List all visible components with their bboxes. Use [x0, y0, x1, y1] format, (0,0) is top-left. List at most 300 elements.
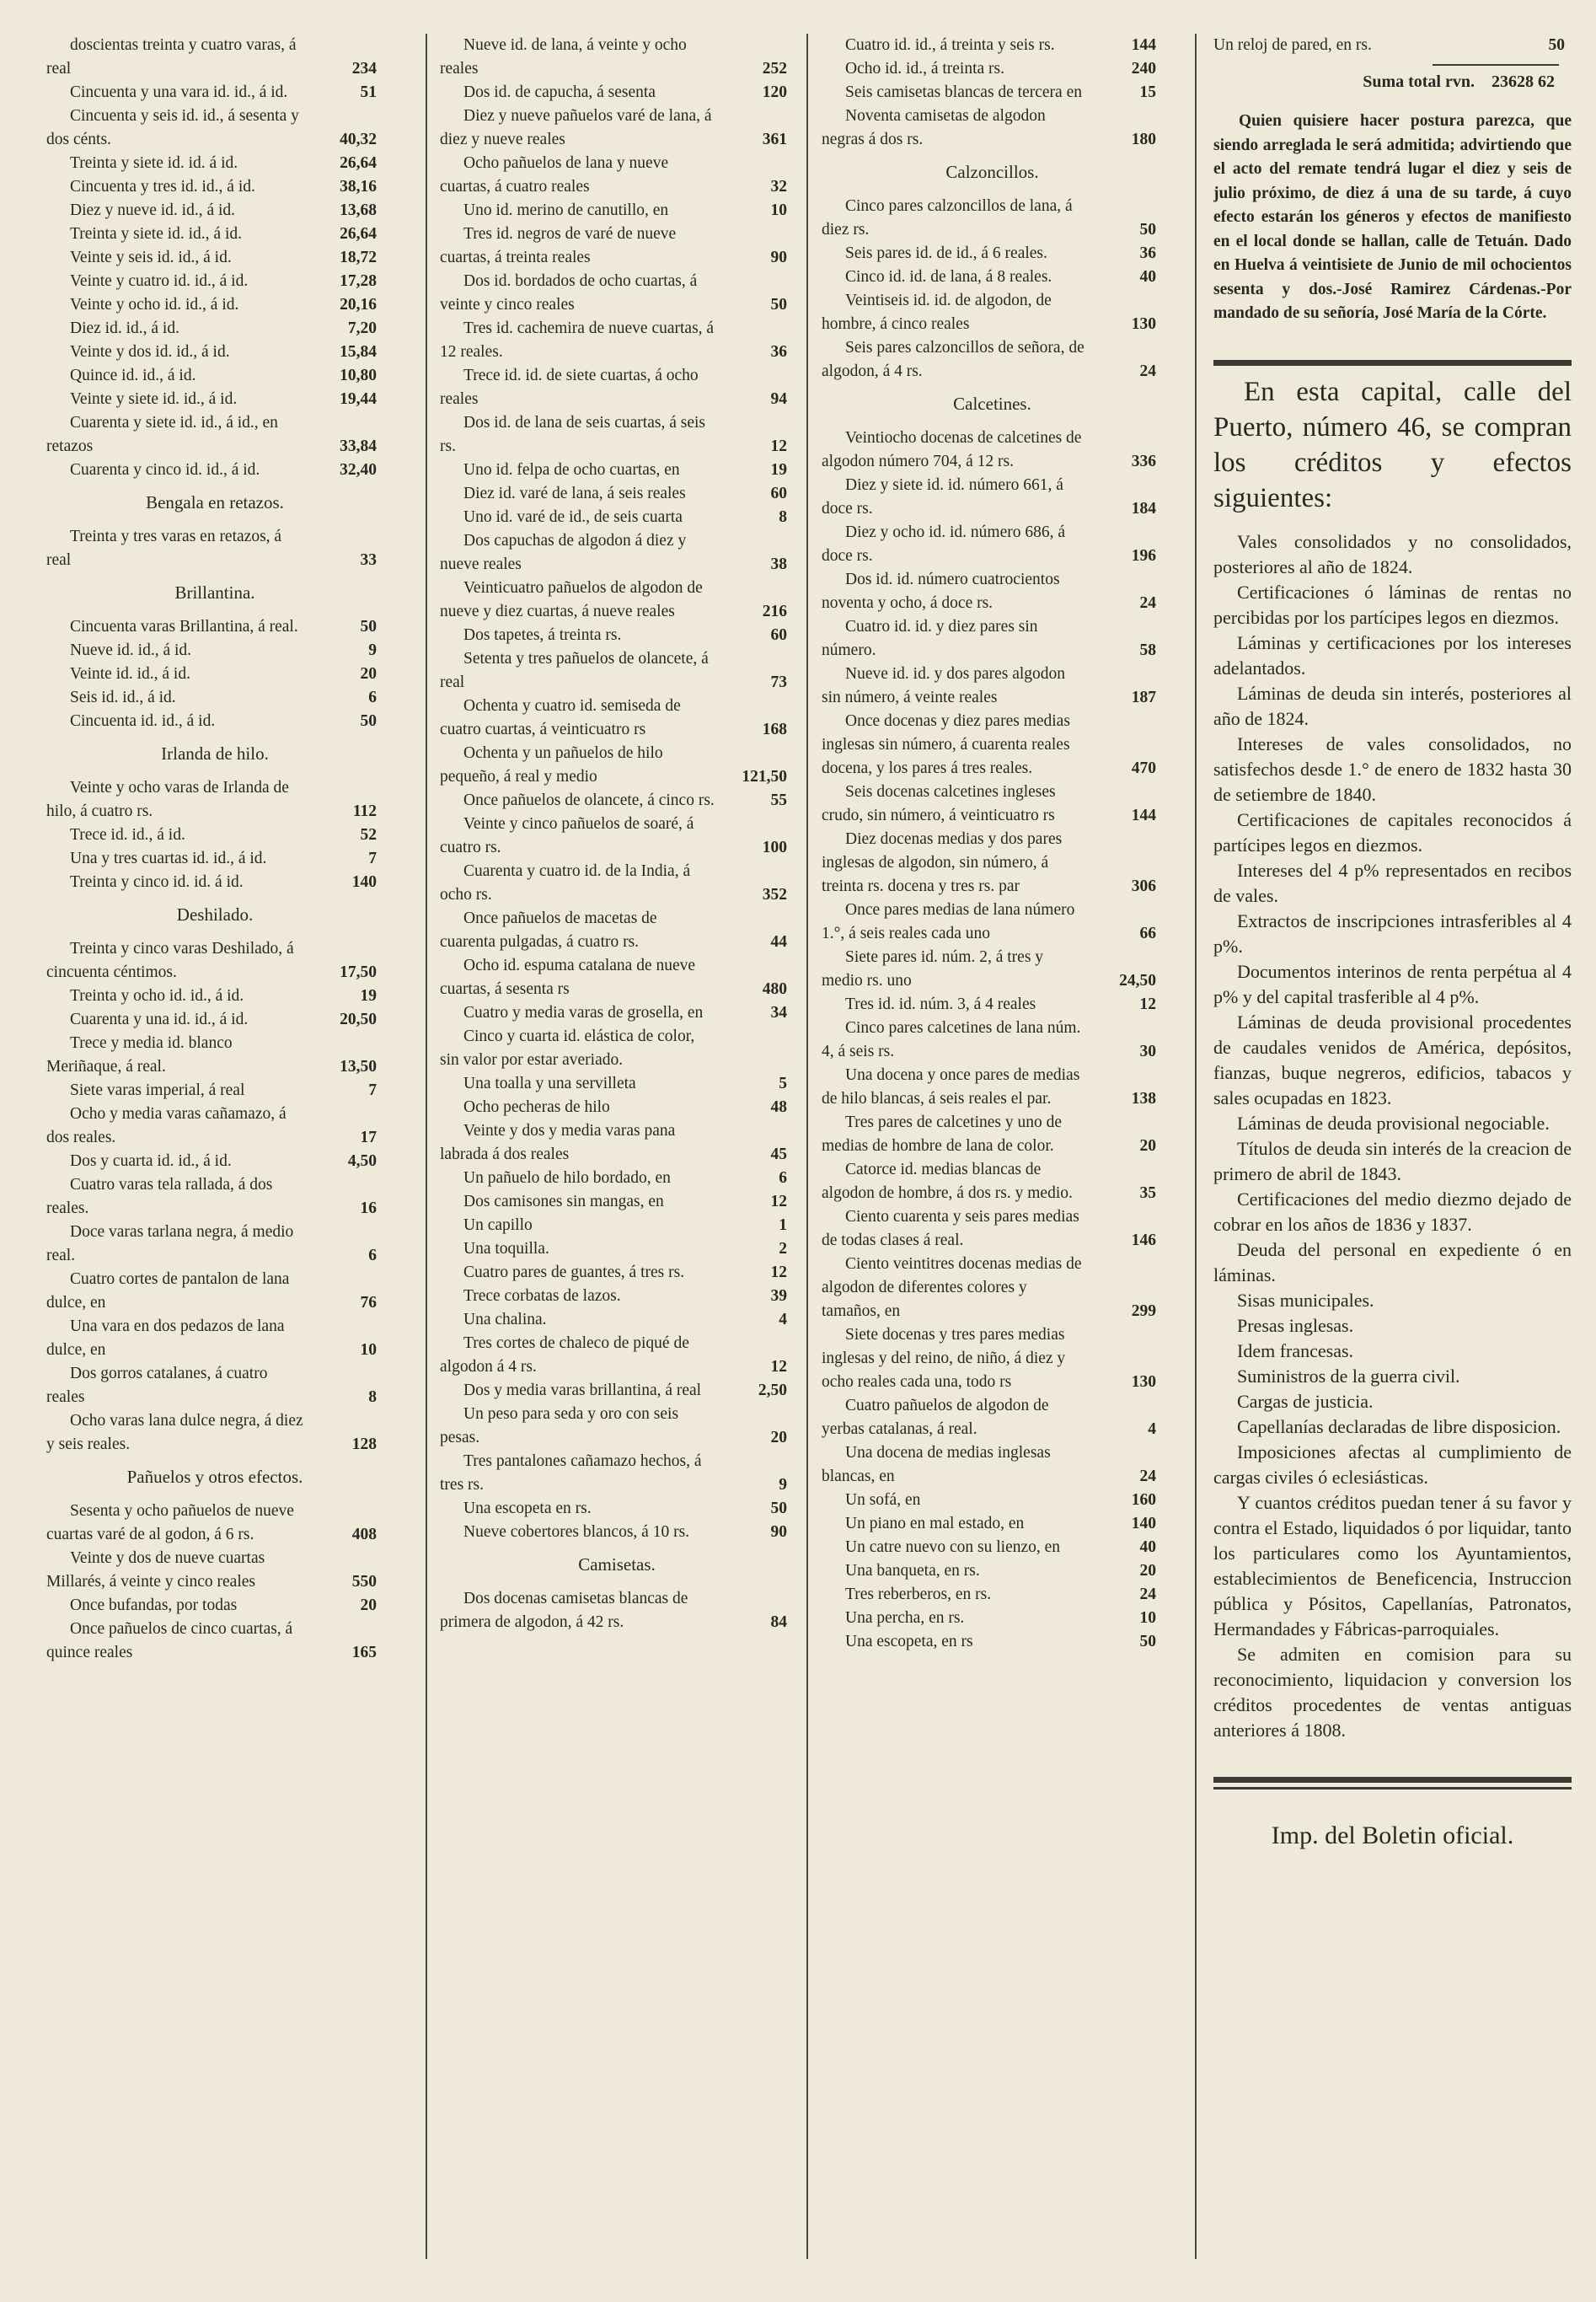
inventory-entry: [440, 1587, 794, 1634]
entry-value: 470: [1131, 759, 1156, 777]
entry-text: Once pares medias de lana número 1.°, á seis reales cada uno: [822, 901, 1075, 942]
entry-value: 1: [779, 1216, 787, 1234]
entry-value: 17,28: [340, 272, 377, 290]
entry-text: Cincuenta varas Brillantina, á real.: [70, 618, 298, 636]
inventory-entry: [440, 506, 794, 529]
inventory-entry: [440, 1096, 794, 1119]
credit-item: Certificaciones ó láminas de rentas no percibidas por los partícipes legos en diezmos.: [1213, 581, 1572, 628]
inventory-entry: [822, 34, 1163, 57]
entry-value: 2: [779, 1240, 787, 1258]
section-heading: Calzoncillos.: [945, 162, 1039, 182]
entry-text: Cuatro pares de guantes, á tres rs.: [463, 1264, 685, 1281]
entry-text: Treinta y cinco id. id. á id.: [70, 873, 244, 891]
inventory-entry: [46, 985, 383, 1008]
printer-imprint: Imp. del Boletin oficial.: [1271, 1821, 1514, 1849]
entry-value: 187: [1131, 689, 1156, 706]
entry-value: 66: [1139, 925, 1156, 942]
inventory-entry: [822, 1559, 1163, 1583]
entry-text: Uno id. merino de canutillo, en: [463, 201, 669, 219]
entry-text: Un capillo: [463, 1216, 533, 1234]
inventory-entry: [46, 1315, 383, 1362]
entry-text: Tres id. id. núm. 3, á 4 reales: [845, 995, 1036, 1013]
entry-value: 24: [1139, 1468, 1156, 1485]
inventory-entry: [822, 57, 1163, 81]
credit-item: Láminas y certificaciones por los intereses adelantados.: [1213, 631, 1572, 679]
entry-text: Tres pantalones cañamazo hechos, á tres rs.: [440, 1452, 702, 1494]
entry-text: Seis docenas calcetines ingleses crudo, sin número, á veinticuatro rs: [822, 783, 1056, 824]
entry-text: Dos id. id. número cuatrocientos noventa y ocho, á doce rs.: [822, 571, 1060, 612]
entry-value: 10: [1139, 1609, 1156, 1627]
entry-text: Nueve id. de lana, á veinte y ocho reales: [440, 36, 687, 78]
entry-text: Una vara en dos pedazos de lana dulce, en: [46, 1317, 285, 1359]
inventory-entry: [440, 81, 794, 105]
inventory-entry: [440, 1237, 794, 1261]
credit-item: Láminas de deuda sin interés, posteriores al año de 1824.: [1213, 682, 1572, 729]
entry-text: Una banqueta, en rs.: [845, 1562, 980, 1580]
entry-text: Tres reberberos, en rs.: [845, 1586, 992, 1603]
inventory-entry: [46, 364, 383, 388]
entry-value: 19: [360, 987, 377, 1005]
entry-text: Una y tres cuartas id. id., á id.: [70, 850, 267, 867]
entry-value: 8: [368, 1388, 377, 1406]
entry-text: Once bufandas, por todas: [70, 1596, 238, 1614]
entry-text: Cuatro cortes de pantalon de lana dulce, en: [46, 1270, 290, 1312]
inventory-entry: [822, 521, 1163, 568]
entry-text: Once docenas y diez pares medias inglesas sin número, á cuarenta reales docena, y los pares á tres reales.: [822, 712, 1070, 777]
entry-value: 40: [1139, 1538, 1156, 1556]
inventory-entry: [46, 710, 383, 733]
entry-text: Nueve id. id., á id.: [70, 641, 192, 659]
column-rule: [426, 34, 427, 2259]
entry-text: Siete docenas y tres pares medias inglesas y del reino, de niño, á diez y ocho reales cada una, todo rs: [822, 1326, 1066, 1391]
entry-text: Tres id. negros de varé de nueve cuartas, á treinta reales: [440, 225, 677, 266]
entry-value: 38,16: [340, 178, 377, 196]
inventory-entry: [440, 1497, 794, 1521]
inventory-entry: [46, 293, 383, 317]
credit-item: Se admiten en comision para su reconocimiento, liquidacion y conversion los créditos procedentes de ventas antiguas anteriores á 1808.: [1213, 1643, 1572, 1741]
entry-value: 20: [1139, 1137, 1156, 1155]
entry-value: 19,44: [340, 390, 377, 408]
inventory-entry: [822, 1205, 1163, 1253]
inventory-entry: [46, 1008, 383, 1032]
entry-value: 20: [360, 665, 377, 683]
entry-text: Cinco y cuarta id. elástica de color, sin valor por estar averiado.: [440, 1028, 695, 1069]
inventory-entry: [440, 1190, 794, 1214]
entry-value: 32: [770, 178, 787, 196]
inventory-entry: [46, 223, 383, 246]
purchase-announcement: En esta capital, calle del Puerto, número 46, se compran los créditos y efectos siguientes:: [1213, 376, 1572, 513]
entry-value: 160: [1131, 1491, 1156, 1509]
inventory-entry: [822, 828, 1163, 899]
entry-value: 6: [368, 689, 377, 706]
entry-value: 128: [351, 1435, 377, 1453]
inventory-entry: [822, 242, 1163, 266]
inventory-entry: [440, 1167, 794, 1190]
entry-text: Veinte y cuatro id. id., á id.: [70, 272, 249, 290]
entry-text: Noventa camisetas de algodon negras á dos rs.: [822, 107, 1046, 148]
entry-text: Catorce id. medias blancas de algodon de hombre, á dos rs. y medio.: [822, 1161, 1073, 1202]
entry-value: 216: [762, 603, 787, 620]
entry-value: 252: [762, 60, 787, 78]
inventory-entry: [822, 1158, 1163, 1205]
entry-text: Una chalina.: [463, 1311, 547, 1328]
entry-value: 76: [360, 1294, 377, 1312]
inventory-entry: [46, 1268, 383, 1315]
entry-text: Treinta y tres varas en retazos, á real: [46, 528, 282, 569]
entry-value: 20,50: [340, 1011, 377, 1028]
credits-list: [1213, 529, 1572, 1743]
inventory-entry: [440, 742, 794, 789]
entry-value: 33,84: [340, 437, 377, 455]
entry-value: 58: [1139, 641, 1156, 659]
inventory-entry: [440, 152, 794, 199]
entry-text: Cincuenta id. id., á id.: [70, 712, 216, 730]
entry-value: 130: [1131, 315, 1156, 333]
inventory-entry: [822, 266, 1163, 289]
credit-item: Vales consolidados y no consolidados, posteriores al año de 1824.: [1213, 530, 1572, 577]
entry-text: Cuarenta y una id. id., á id.: [70, 1011, 249, 1028]
entry-value: 50: [360, 712, 377, 730]
inventory-entry: [440, 411, 794, 459]
inventory-entry: [1213, 34, 1572, 57]
entry-value: 352: [762, 886, 787, 904]
entry-value: 36: [1139, 244, 1156, 262]
inventory-entry: [822, 615, 1163, 663]
entry-text: Dos docenas camisetas blancas de primera de algodon, á 42 rs.: [440, 1590, 688, 1631]
inventory-entry: [46, 686, 383, 710]
entry-value: 299: [1131, 1302, 1156, 1320]
entry-text: Treinta y cinco varas Deshilado, á cincuenta céntimos.: [46, 940, 294, 981]
inventory-entry: [822, 1583, 1163, 1607]
inventory-entry: [822, 1536, 1163, 1559]
credit-item: Certificaciones de capitales reconocidos á partícipes legos en diezmos.: [1213, 808, 1572, 856]
inventory-entry: [822, 1607, 1163, 1630]
entry-value: 9: [779, 1476, 787, 1494]
credit-item: Láminas de deuda provisional negociable.: [1237, 1112, 1550, 1134]
entry-value: 12: [1139, 995, 1156, 1013]
footer-rule-thin: [1213, 1787, 1572, 1790]
entry-text: Una percha, en rs.: [845, 1609, 965, 1627]
entry-value: 18,72: [340, 249, 377, 266]
entry-value: 39: [770, 1287, 787, 1305]
entry-value: 36: [770, 343, 787, 361]
entry-value: 35: [1139, 1184, 1156, 1202]
entry-value: 20: [360, 1596, 377, 1614]
inventory-entry: [46, 388, 383, 411]
entry-value: 144: [1131, 807, 1156, 824]
inventory-entry: [46, 1500, 383, 1547]
inventory-entry: [440, 317, 794, 364]
entry-text: Tres cortes de chaleco de piqué de algodon á 4 rs.: [440, 1334, 689, 1376]
entry-text: Dos id. de capucha, á sesenta: [463, 83, 656, 101]
entry-value: 8: [779, 508, 787, 526]
entry-text: Diez y siete id. id. número 661, á doce rs.: [822, 476, 1063, 518]
inventory-entry: [46, 1362, 383, 1409]
entry-value: 50: [1548, 36, 1565, 54]
entry-text: Un reloj de pared, en rs.: [1213, 36, 1372, 54]
entry-value: 240: [1131, 60, 1156, 78]
entry-text: Seis pares calzoncillos de señora, de algodon, á 4 rs.: [822, 339, 1085, 380]
entry-value: 24: [1139, 594, 1156, 612]
entry-value: 12: [770, 437, 787, 455]
entry-text: Uno id. varé de id., de seis cuarta: [463, 508, 683, 526]
entry-value: 130: [1131, 1373, 1156, 1391]
entry-value: 51: [360, 83, 377, 101]
entry-text: Ochenta y un pañuelos de hilo pequeño, á real y medio: [440, 744, 663, 786]
inventory-entry: [46, 871, 383, 894]
inventory-entry: [46, 34, 383, 81]
credit-item: Láminas de deuda provisional procedentes de caudales venidos de América, depósitos, fianzas, buque negreros, edificios, tabacos y sales ocupadas en 1823.: [1213, 1011, 1572, 1108]
entry-text: Dos camisones sin mangas, en: [463, 1193, 664, 1210]
entry-value: 10: [770, 201, 787, 219]
inventory-entry: [440, 199, 794, 223]
entry-value: 84: [770, 1613, 787, 1631]
total-label: Suma total rvn.: [1363, 72, 1475, 91]
entry-text: Diez id. id., á id.: [70, 319, 179, 337]
entry-value: 13,68: [340, 201, 377, 219]
inventory-entry: [440, 364, 794, 411]
inventory-entry: [822, 1323, 1163, 1394]
inventory-entry: [46, 1547, 383, 1594]
entry-value: 361: [762, 131, 787, 148]
entry-text: Diez y nueve id. id., á id.: [70, 201, 236, 219]
inventory-entry: [440, 223, 794, 270]
entry-value: 165: [351, 1644, 377, 1661]
inventory-entry: [822, 568, 1163, 615]
entry-value: 306: [1131, 877, 1156, 895]
inventory-entry: [46, 1618, 383, 1665]
inventory-entry: [440, 1379, 794, 1403]
entry-value: 15: [1139, 83, 1156, 101]
entry-text: Siete pares id. núm. 2, á tres y medio rs. uno: [822, 948, 1044, 990]
inventory-entry: [46, 1103, 383, 1150]
inventory-entry: [822, 946, 1163, 993]
entry-text: Nueve cobertores blancos, á 10 rs.: [463, 1523, 690, 1541]
inventory-entry: [440, 647, 794, 695]
entry-value: 45: [770, 1146, 787, 1163]
entry-text: Veinte y dos de nueve cuartas Millarés, á veinte y cinco reales: [46, 1549, 265, 1591]
entry-value: 19: [770, 461, 787, 479]
entry-text: Una escopeta en rs.: [463, 1500, 592, 1517]
entry-value: 140: [351, 873, 377, 891]
entry-text: Ocho y media varas cañamazo, á dos reales.: [46, 1105, 287, 1146]
inventory-entry: [46, 105, 383, 152]
entry-value: 180: [1131, 131, 1156, 148]
inventory-entry: [822, 899, 1163, 946]
entry-value: 196: [1131, 547, 1156, 565]
entry-value: 52: [360, 826, 377, 844]
entry-value: 4: [1148, 1420, 1156, 1438]
inventory-entry: [46, 199, 383, 223]
inventory-entry: [46, 639, 383, 663]
entry-text: Setenta y tres pañuelos de olancete, á real: [440, 650, 709, 691]
entry-value: 50: [770, 1500, 787, 1517]
entry-text: doscientas treinta y cuatro varas, á real: [46, 36, 297, 78]
entry-value: 26,64: [340, 225, 377, 243]
entry-value: 6: [779, 1169, 787, 1187]
inventory-entry: [440, 34, 794, 81]
entry-text: Uno id. felpa de ocho cuartas, en: [463, 461, 680, 479]
inventory-entry: [822, 1512, 1163, 1536]
entry-text: Ocho pañuelos de lana y nueve cuartas, á cuatro reales: [440, 154, 669, 196]
entry-text: Cinco pares calzoncillos de lana, á diez rs.: [822, 197, 1073, 239]
inventory-entry: [440, 270, 794, 317]
inventory-entry: [822, 1017, 1163, 1064]
column-2: [440, 34, 794, 2284]
entry-value: 16: [360, 1199, 377, 1217]
entry-text: Cuatro pañuelos de algodon de yerbas catalanas, á real.: [822, 1397, 1049, 1438]
sum-rule: [1433, 64, 1559, 66]
credit-item: Sisas municipales.: [1237, 1289, 1374, 1311]
entry-text: Un pañuelo de hilo bordado, en: [463, 1169, 671, 1187]
inventory-entry: [440, 907, 794, 954]
entry-text: Doce varas tarlana negra, á medio real.: [46, 1223, 294, 1264]
entry-value: 4,50: [347, 1152, 377, 1170]
entry-value: 20: [770, 1429, 787, 1446]
entry-text: Nueve id. id. y dos pares algodon sin número, á veinte reales: [822, 665, 1066, 706]
inventory-entry: [440, 1403, 794, 1450]
credit-item: Deuda del personal en expediente ó en láminas.: [1213, 1238, 1572, 1285]
entry-value: 50: [770, 296, 787, 314]
entry-value: 10,80: [340, 367, 377, 384]
inventory-entry: [46, 1173, 383, 1221]
inventory-entry: [46, 317, 383, 341]
entry-value: 90: [770, 249, 787, 266]
credit-item: Capellanías declaradas de libre disposicion.: [1237, 1415, 1561, 1437]
entry-text: Trece y media id. blanco Meriñaque, á real.: [46, 1034, 233, 1076]
entry-value: 40: [1139, 268, 1156, 286]
entry-value: 50: [1139, 221, 1156, 239]
inventory-entry: [46, 1150, 383, 1173]
credit-item: Presas inglesas.: [1237, 1314, 1354, 1336]
entry-text: Seis id. id., á id.: [70, 689, 176, 706]
entry-text: Veinte y seis id. id., á id.: [70, 249, 232, 266]
credit-item: Extractos de inscripciones intrasferibles al 4 p%.: [1213, 910, 1572, 957]
entry-text: Ocho id. id., á treinta rs.: [845, 60, 1004, 78]
entry-text: Ciento cuarenta y seis pares medias de todas clases á real.: [822, 1208, 1079, 1249]
inventory-entry: [440, 1119, 794, 1167]
inventory-entry: [46, 1221, 383, 1268]
entry-value: 5: [779, 1075, 787, 1092]
entry-text: Veinte y cinco pañuelos de soaré, á cuatro rs.: [440, 815, 694, 856]
entry-value: 24: [1139, 1586, 1156, 1603]
inventory-entry: [46, 615, 383, 639]
entry-value: 100: [762, 839, 787, 856]
entry-value: 138: [1131, 1090, 1156, 1108]
credit-item: Suministros de la guerra civil.: [1237, 1365, 1460, 1387]
entry-value: 15,84: [340, 343, 377, 361]
entry-value: 9: [368, 641, 377, 659]
entry-text: Cuatro y media varas de grosella, en: [463, 1004, 704, 1022]
entry-text: Un peso para seda y oro con seis pesas.: [440, 1405, 679, 1446]
inventory-entry: [46, 663, 383, 686]
inventory-entry: [46, 246, 383, 270]
entry-text: Diez docenas medias y dos pares inglesas de algodon, sin número, á treinta rs. docena y tres rs. par: [822, 830, 1063, 895]
column-4: [1213, 34, 1572, 2284]
entry-text: Tres pares de calcetines y uno de medias de hombre de lana de color.: [822, 1113, 1063, 1155]
entry-value: 120: [762, 83, 787, 101]
entry-value: 30: [1139, 1043, 1156, 1060]
entry-value: 24,50: [1119, 972, 1156, 990]
entry-value: 168: [762, 721, 787, 738]
inventory-entry: [46, 824, 383, 847]
inventory-entry: [46, 1079, 383, 1103]
entry-value: 94: [770, 390, 787, 408]
credit-item: Certificaciones del medio diezmo dejado de cobrar en los años de 1836 y 1837.: [1213, 1188, 1572, 1235]
inventory-entry: [822, 1489, 1163, 1512]
inventory-entry: [822, 1394, 1163, 1441]
entry-text: Veinte y dos id. id., á id.: [70, 343, 230, 361]
entry-text: Cincuenta y seis id. id., á sesenta y dos cénts.: [46, 107, 299, 148]
entry-text: Treinta y siete id. id., á id.: [70, 225, 243, 243]
inventory-entry: [440, 624, 794, 647]
inventory-entry: [440, 1214, 794, 1237]
inventory-entry: [440, 1521, 794, 1544]
entry-text: Dos y media varas brillantina, á real: [463, 1382, 702, 1399]
entry-text: Ciento veintitres docenas medias de algodon de diferentes colores y tamaños, en: [822, 1255, 1082, 1320]
entry-value: 40,32: [340, 131, 377, 148]
inventory-entry: [46, 1594, 383, 1618]
credit-item: Imposiciones afectas al cumplimiento de cargas civiles ó eclesiásticas.: [1213, 1441, 1572, 1488]
section-rule: [1213, 360, 1572, 366]
entry-text: Ocho id. espuma catalana de nueve cuartas, á sesenta rs: [440, 957, 696, 998]
entry-text: Cuarenta y siete id. id., á id., en retazos: [46, 414, 278, 455]
entry-value: 336: [1131, 453, 1156, 470]
entry-value: 480: [762, 980, 787, 998]
entry-value: 55: [770, 791, 787, 809]
entry-text: Cuarenta y cinco id. id., á id.: [70, 461, 260, 479]
entry-text: Diez id. varé de lana, á seis reales: [463, 485, 686, 502]
entry-text: Veinticuatro pañuelos de algodon de nueve y diez cuartas, á nueve reales: [440, 579, 703, 620]
credit-item: Documentos interinos de renta perpétua al 4 p% y del capital trasferible al 4 p%.: [1213, 960, 1572, 1007]
entry-value: 34: [770, 1004, 787, 1022]
entry-value: 24: [1139, 362, 1156, 380]
entry-value: 73: [770, 673, 787, 691]
credit-item: Y cuantos créditos puedan tener á su favor y contra el Estado, liquidados ó por liquidar, tanto los particulares como los Ayuntamientos, establecimientos de Beneficencia, Instruccion pública y Pósitos, Capellanías, Patronatos, Hermandades y Fábricas-parroquiales.: [1213, 1491, 1572, 1639]
entry-value: 50: [360, 618, 377, 636]
entry-value: 146: [1131, 1231, 1156, 1249]
inventory-entry: [46, 152, 383, 175]
inventory-entry: [822, 1253, 1163, 1323]
entry-value: 44: [770, 933, 787, 951]
total-sum: [1213, 69, 1572, 94]
inventory-entry: [822, 1111, 1163, 1158]
entry-text: Cuatro id. id. y diez pares sin número.: [822, 618, 1038, 659]
entry-text: Quince id. id., á id.: [70, 367, 196, 384]
inventory-entry: [46, 776, 383, 824]
section-heading: Pañuelos y otros efectos.: [126, 1467, 303, 1487]
entry-value: 144: [1131, 36, 1156, 54]
inventory-entry: [440, 529, 794, 577]
entry-text: Veintiseis id. id. de algodon, de hombre, á cinco reales: [822, 292, 1052, 333]
entry-value: 7: [368, 850, 377, 867]
inventory-entry: [440, 1450, 794, 1497]
inventory-entry: [46, 1032, 383, 1079]
inventory-entry: [440, 1308, 794, 1332]
entry-text: Veinte y ocho id. id., á id.: [70, 296, 239, 314]
entry-text: Ochenta y cuatro id. semiseda de cuatro cuartas, á veinticuatro rs: [440, 697, 681, 738]
entry-text: Dos y cuarta id. id., á id.: [70, 1152, 232, 1170]
inventory-entry: [822, 427, 1163, 474]
inventory-entry: [822, 336, 1163, 384]
inventory-entry: [822, 474, 1163, 521]
inventory-entry: [440, 695, 794, 742]
entry-value: 60: [770, 626, 787, 644]
entry-text: Diez y nueve pañuelos varé de lana, á diez y nueve reales: [440, 107, 712, 148]
entry-value: 26,64: [340, 154, 377, 172]
entry-text: Sesenta y ocho pañuelos de nueve cuartas varé de al godon, á 6 rs.: [46, 1502, 294, 1543]
entry-value: 2,50: [758, 1382, 787, 1399]
